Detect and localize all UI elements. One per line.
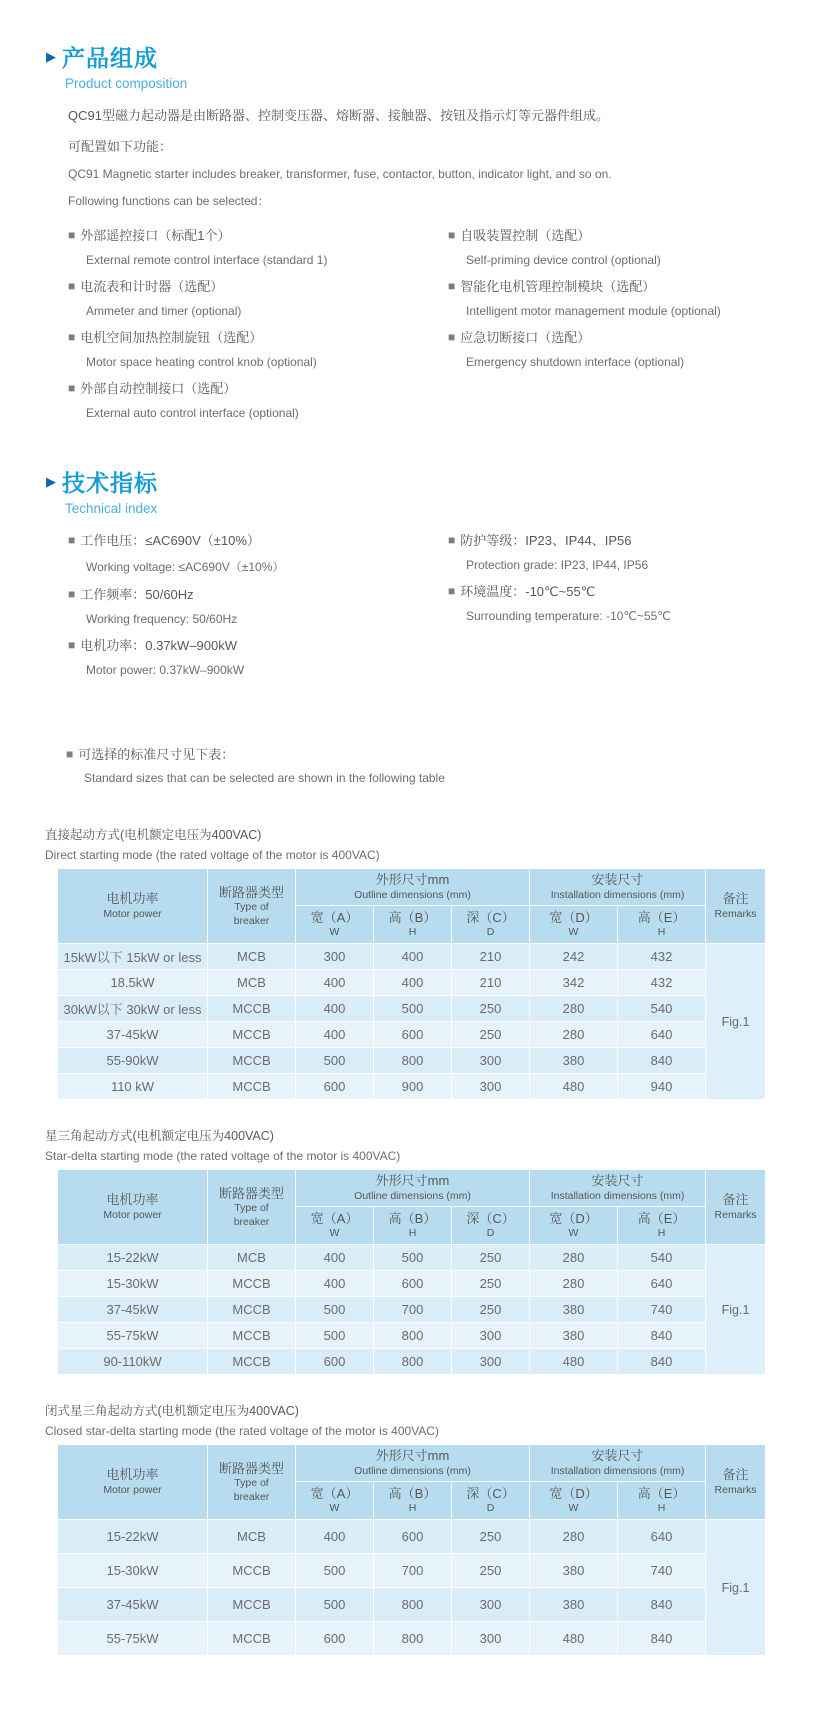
intro-line-en-1: QC91 Magnetic starter includes breaker, transformer, fuse, contactor, button, indicator light, and so on. [68, 167, 612, 181]
feature-label-en: Self-priming device control (optional) [466, 253, 661, 267]
table-cell: MCB [208, 970, 296, 996]
feature-item [68, 378, 448, 420]
header-col-height-e: 高（E） H [618, 1482, 706, 1520]
table-cell: 500 [296, 1554, 374, 1588]
table-cell: 500 [296, 1588, 374, 1622]
size-table [57, 868, 766, 1100]
table-cell: 400 [296, 970, 374, 996]
table-cell: 55-90kW [58, 1048, 208, 1074]
bullet-square-icon: ■ [68, 380, 76, 395]
table-cell: MCCB [208, 1022, 296, 1048]
table-cell: 300 [452, 1323, 530, 1349]
table-cell: 280 [530, 1271, 618, 1297]
sizes-note [66, 744, 830, 785]
bullet-square-icon: ■ [68, 278, 76, 293]
table-row [58, 1323, 766, 1349]
table-cell: 18.5kW [58, 970, 208, 996]
table-cell: 740 [618, 1554, 706, 1588]
bullet-square-icon: ■ [448, 227, 456, 242]
table-cell: 540 [618, 1245, 706, 1271]
header-col-width-a: 宽（A） W [296, 906, 374, 944]
feature-item [68, 276, 448, 318]
table-cell: 15-30kW [58, 1271, 208, 1297]
table-row [58, 1520, 766, 1554]
bullet-square-icon: ■ [448, 329, 456, 344]
table-row [58, 1588, 766, 1622]
remark-cell: Fig.1 [706, 1245, 766, 1375]
table-cell: MCCB [208, 1554, 296, 1588]
intro-line-cn-1: QC91型磁力起动器是由断路器、控制变压器、熔断器、接触器、按钮及指示灯等元器件组成。 [68, 108, 609, 123]
feature-label-cn: 电机空间加热控制旋钮（选配） [80, 330, 263, 345]
table-cell: 380 [530, 1588, 618, 1622]
header-remarks: 备注 Remarks [706, 869, 766, 944]
header-breaker-type: 断路器类型 Type of breaker [208, 869, 296, 944]
header-breaker-type: 断路器类型 Type of breaker [208, 1170, 296, 1245]
header-col-depth-c: 深（C） D [452, 906, 530, 944]
table-cell: 400 [296, 1520, 374, 1554]
table-cell: 540 [618, 996, 706, 1022]
table-cell: 800 [374, 1349, 452, 1375]
feature-label-en: Motor space heating control knob (optional) [86, 355, 317, 369]
section-title-en: Product composition [65, 76, 188, 91]
table-cell: 300 [452, 1349, 530, 1375]
header-col-depth-c: 深（C） D [452, 1207, 530, 1245]
header-col-width-d: 宽（D） W [530, 906, 618, 944]
header-remarks: 备注 Remarks [706, 1445, 766, 1520]
table-cell: 90-110kW [58, 1349, 208, 1375]
header-col-height-b: 高（B） H [374, 1207, 452, 1245]
header-col-width-d: 宽（D） W [530, 1482, 618, 1520]
table-cell: 500 [296, 1048, 374, 1074]
table-row [58, 1074, 766, 1100]
table-cell: 250 [452, 1245, 530, 1271]
feature-item [68, 327, 448, 369]
feature-label-en: Protection grade: IP23, IP44, IP56 [466, 558, 649, 572]
header-col-height-b: 高（B） H [374, 906, 452, 944]
feature-item [448, 225, 828, 267]
feature-item [68, 530, 448, 575]
table-cell: 210 [452, 944, 530, 970]
feature-label-cn: 外部遥控接口（标配1个） [80, 228, 231, 243]
bullet-square-icon: ■ [68, 637, 76, 652]
table-cell: 300 [452, 1588, 530, 1622]
feature-item [448, 530, 828, 572]
table-row [58, 996, 766, 1022]
bullet-square-icon: ■ [448, 278, 456, 293]
table-row [58, 1349, 766, 1375]
feature-label-cn: 工作频率：50/60Hz [80, 587, 194, 602]
feature-label-en: Ammeter and timer (optional) [86, 304, 242, 318]
table-cell: 840 [618, 1588, 706, 1622]
table-cell: 380 [530, 1048, 618, 1074]
table-caption-cn: 直接起动方式(电机额定电压为400VAC) [45, 828, 262, 842]
table-cell: 300 [296, 944, 374, 970]
table-cell: 600 [374, 1271, 452, 1297]
table-cell: 400 [296, 1022, 374, 1048]
table-cell: 500 [296, 1297, 374, 1323]
feature-label-cn: 智能化电机管理控制模块（选配） [460, 279, 656, 294]
header-outline-dimensions: 外形尺寸mm Outline dimensions (mm) [296, 869, 530, 906]
feature-label-cn: 应急切断接口（选配） [460, 330, 591, 345]
table-row [58, 970, 766, 996]
table-cell: 280 [530, 1520, 618, 1554]
table-cell: 250 [452, 1297, 530, 1323]
header-outline-dimensions: 外形尺寸mm Outline dimensions (mm) [296, 1445, 530, 1482]
feature-item [448, 276, 828, 318]
table-cell: 400 [374, 944, 452, 970]
remark-cell: Fig.1 [706, 944, 766, 1100]
table-cell: 380 [530, 1297, 618, 1323]
bullet-square-icon: ■ [448, 532, 456, 547]
header-col-width-d: 宽（D） W [530, 1207, 618, 1245]
table-row [58, 1245, 766, 1271]
table-cell: MCCB [208, 1074, 296, 1100]
header-installation-dimensions: 安装尺寸 Installation dimensions (mm) [530, 869, 706, 906]
table-cell: 55-75kW [58, 1622, 208, 1656]
section-arrow-icon: ▶ [46, 474, 56, 489]
table-caption-en: Closed star-delta starting mode (the rated voltage of the motor is 400VAC) [45, 1424, 439, 1438]
bullet-square-icon: ■ [448, 583, 456, 598]
header-col-depth-c: 深（C） D [452, 1482, 530, 1520]
bullet-square-icon: ■ [66, 746, 74, 761]
product-composition-section-head [46, 40, 830, 91]
table-cell: 600 [296, 1622, 374, 1656]
table-cell: 432 [618, 970, 706, 996]
table-cell: 300 [452, 1074, 530, 1100]
spec-column-left [68, 530, 448, 686]
bullet-square-icon: ■ [68, 532, 76, 547]
table-cell: 280 [530, 1245, 618, 1271]
table-cell: MCCB [208, 1297, 296, 1323]
table-cell: 242 [530, 944, 618, 970]
table-cell: 800 [374, 1588, 452, 1622]
feature-label-en: Working frequency: 50/60Hz [86, 612, 238, 626]
table-row [58, 1554, 766, 1588]
feature-label-en: Surrounding temperature: -10℃~55℃ [466, 609, 671, 623]
table-row [58, 1622, 766, 1656]
table-cell: MCCB [208, 1588, 296, 1622]
feature-item [448, 581, 828, 623]
table-cell: 900 [374, 1074, 452, 1100]
feature-label-cn: 电机功率：0.37kW–900kW [80, 638, 238, 653]
table-cell: 250 [452, 1554, 530, 1588]
table-cell: MCCB [208, 1271, 296, 1297]
table-cell: 110 kW [58, 1074, 208, 1100]
table-cell: 600 [296, 1349, 374, 1375]
size-tables-container [0, 825, 830, 1656]
bullet-square-icon: ■ [68, 586, 76, 601]
intro-line-en-2: Following functions can be selected： [68, 194, 270, 208]
table-cell: 800 [374, 1048, 452, 1074]
header-col-width-a: 宽（A） W [296, 1482, 374, 1520]
table-cell: 840 [618, 1323, 706, 1349]
table-caption [45, 825, 830, 862]
table-cell: 300 [452, 1622, 530, 1656]
table-cell: 480 [530, 1349, 618, 1375]
table-cell: 300 [452, 1048, 530, 1074]
header-col-height-e: 高（E） H [618, 906, 706, 944]
table-cell: 940 [618, 1074, 706, 1100]
spec-column-right [448, 530, 828, 686]
table-row [58, 1022, 766, 1048]
table-cell: 640 [618, 1271, 706, 1297]
table-cell: 400 [296, 1245, 374, 1271]
table-cell: 480 [530, 1622, 618, 1656]
header-remarks: 备注 Remarks [706, 1170, 766, 1245]
table-cell: 250 [452, 1022, 530, 1048]
table-caption-cn: 闭式星三角起动方式(电机额定电压为400VAC) [45, 1404, 299, 1418]
section-title-cn: 产品组成 [62, 45, 158, 71]
table-cell: 400 [374, 970, 452, 996]
table-cell: 380 [530, 1554, 618, 1588]
table-cell: 15-22kW [58, 1520, 208, 1554]
table-cell: 250 [452, 1520, 530, 1554]
table-caption-en: Star-delta starting mode (the rated voltage of the motor is 400VAC) [45, 1149, 401, 1163]
header-col-width-a: 宽（A） W [296, 1207, 374, 1245]
table-cell: 600 [374, 1520, 452, 1554]
header-col-height-e: 高（E） H [618, 1207, 706, 1245]
feature-label-en: External remote control interface (standard 1) [86, 253, 328, 267]
table-cell: 800 [374, 1323, 452, 1349]
table-cell: 280 [530, 1022, 618, 1048]
table-cell: 600 [374, 1022, 452, 1048]
table-cell: MCCB [208, 1349, 296, 1375]
feature-columns [68, 225, 830, 429]
feature-label-en: Intelligent motor management module (optional) [466, 304, 721, 318]
table-cell: MCCB [208, 1323, 296, 1349]
table-row [58, 1271, 766, 1297]
table-cell: 500 [374, 1245, 452, 1271]
table-cell: 37-45kW [58, 1022, 208, 1048]
sizes-note-cn: 可选择的标准尺寸见下表： [78, 747, 235, 762]
table-cell: MCB [208, 1245, 296, 1271]
table-cell: 55-75kW [58, 1323, 208, 1349]
table-cell: MCCB [208, 1622, 296, 1656]
table-row [58, 944, 766, 970]
table-cell: 400 [296, 996, 374, 1022]
table-cell: 250 [452, 1271, 530, 1297]
header-motor-power: 电机功率 Motor power [58, 869, 208, 944]
header-installation-dimensions: 安装尺寸 Installation dimensions (mm) [530, 1445, 706, 1482]
table-caption [45, 1401, 830, 1438]
table-cell: 400 [296, 1271, 374, 1297]
product-intro [68, 105, 830, 209]
bullet-square-icon: ■ [68, 329, 76, 344]
table-cell: 250 [452, 996, 530, 1022]
table-cell: 600 [296, 1074, 374, 1100]
feature-label-cn: 电流表和计时器（选配） [80, 279, 224, 294]
feature-label-en: Emergency shutdown interface (optional) [466, 355, 685, 369]
header-motor-power: 电机功率 Motor power [58, 1445, 208, 1520]
spec-columns [68, 530, 830, 686]
table-row [58, 1297, 766, 1323]
table-cell: 37-45kW [58, 1297, 208, 1323]
table-cell: MCB [208, 944, 296, 970]
feature-label-cn: 自吸装置控制（选配） [460, 228, 591, 243]
feature-item [448, 327, 828, 369]
section-title-en: Technical index [65, 501, 158, 516]
table-cell: 640 [618, 1520, 706, 1554]
feature-column-left [68, 225, 448, 429]
section-title-cn: 技术指标 [62, 470, 158, 496]
table-cell: 500 [296, 1323, 374, 1349]
table-cell: MCB [208, 1520, 296, 1554]
table-cell: 280 [530, 996, 618, 1022]
table-cell: 30kW以下 30kW or less [58, 996, 208, 1022]
table-cell: 15-30kW [58, 1554, 208, 1588]
table-cell: 342 [530, 970, 618, 996]
table-cell: 740 [618, 1297, 706, 1323]
table-cell: 840 [618, 1349, 706, 1375]
feature-label-en: External auto control interface (optional) [86, 406, 299, 420]
technical-index-section-head [46, 465, 830, 516]
table-cell: 380 [530, 1323, 618, 1349]
remark-cell: Fig.1 [706, 1520, 766, 1656]
feature-label-cn: 环境温度：-10℃~55℃ [460, 584, 596, 599]
feature-item [68, 225, 448, 267]
table-cell: 37-45kW [58, 1588, 208, 1622]
table-cell: 15-22kW [58, 1245, 208, 1271]
sizes-note-en: Standard sizes that can be selected are shown in the following table [84, 771, 445, 785]
header-outline-dimensions: 外形尺寸mm Outline dimensions (mm) [296, 1170, 530, 1207]
table-caption [45, 1126, 830, 1163]
table-caption-cn: 星三角起动方式(电机额定电压为400VAC) [45, 1129, 274, 1143]
feature-label-en: Motor power: 0.37kW–900kW [86, 663, 245, 677]
feature-label-en: Working voltage: ≤AC690V（±10%） [86, 560, 285, 574]
feature-label-cn: 防护等级：IP23、IP44、IP56 [460, 533, 632, 548]
feature-item [68, 584, 448, 626]
table-caption-en: Direct starting mode (the rated voltage of the motor is 400VAC) [45, 848, 380, 862]
header-installation-dimensions: 安装尺寸 Installation dimensions (mm) [530, 1170, 706, 1207]
header-col-height-b: 高（B） H [374, 1482, 452, 1520]
feature-item [68, 635, 448, 677]
table-cell: 840 [618, 1048, 706, 1074]
feature-label-cn: 工作电压：≤AC690V（±10%） [80, 533, 260, 548]
table-cell: 840 [618, 1622, 706, 1656]
table-cell: 210 [452, 970, 530, 996]
table-cell: 800 [374, 1622, 452, 1656]
table-cell: 480 [530, 1074, 618, 1100]
header-breaker-type: 断路器类型 Type of breaker [208, 1445, 296, 1520]
table-cell: MCCB [208, 996, 296, 1022]
header-motor-power: 电机功率 Motor power [58, 1170, 208, 1245]
section-arrow-icon: ▶ [46, 49, 56, 64]
feature-label-cn: 外部自动控制接口（选配） [80, 381, 237, 396]
table-cell: MCCB [208, 1048, 296, 1074]
bullet-square-icon: ■ [68, 227, 76, 242]
size-table [57, 1169, 766, 1375]
size-table [57, 1444, 766, 1656]
table-cell: 700 [374, 1297, 452, 1323]
table-cell: 700 [374, 1554, 452, 1588]
feature-column-right [448, 225, 828, 429]
table-cell: 640 [618, 1022, 706, 1048]
table-cell: 500 [374, 996, 452, 1022]
table-row [58, 1048, 766, 1074]
intro-line-cn-2: 可配置如下功能： [68, 139, 173, 154]
table-cell: 15kW以下 15kW or less [58, 944, 208, 970]
table-cell: 432 [618, 944, 706, 970]
